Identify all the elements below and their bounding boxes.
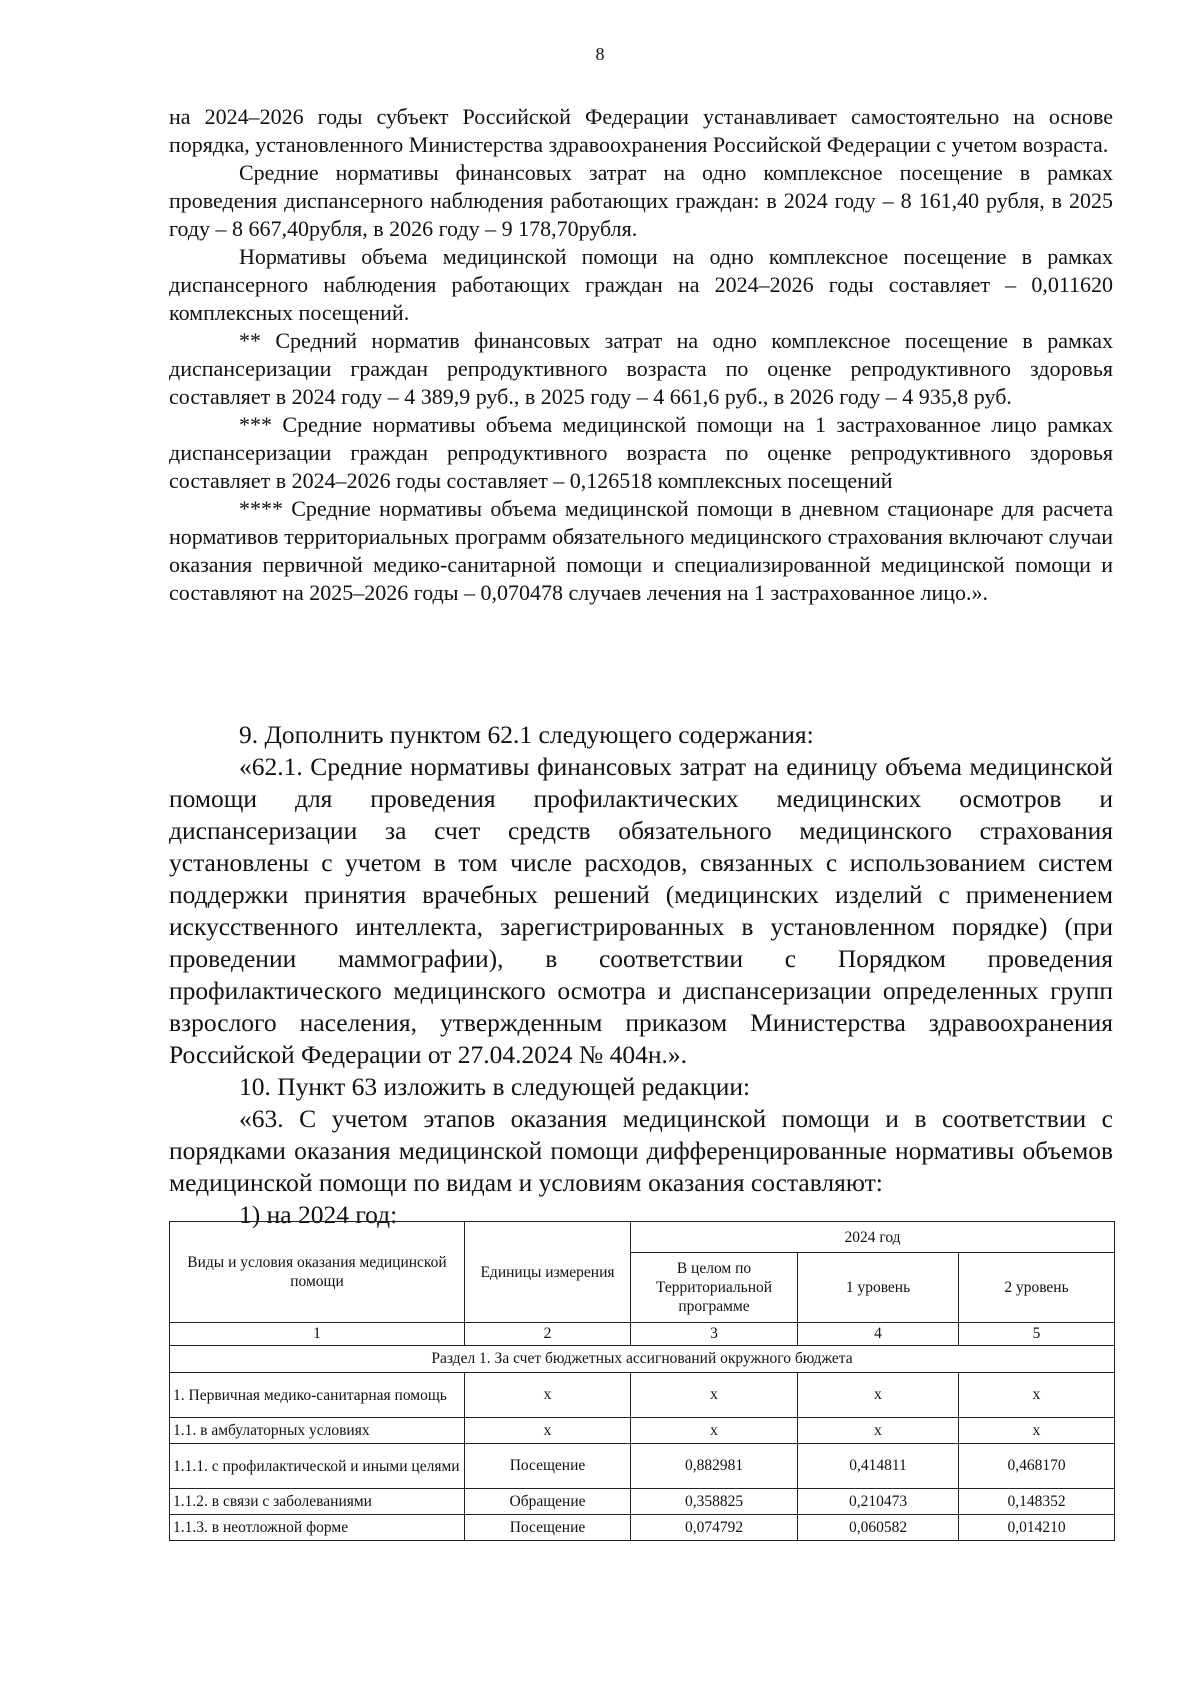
row-level1: 0,060582 xyxy=(798,1515,959,1541)
row-level2: х xyxy=(959,1373,1115,1418)
row-unit: Обращение xyxy=(465,1489,631,1515)
footnote-quadruple-star: **** Средние нормативы объема медицинской помощи в дневном стационаре для расчета нормативов территориальных программ обязательного медицинского страхования включают случаи оказания первичной медико-санитарной помощи и специализированной медицинской помощи и составляют на 2025–2026 годы – 0,070478 случаев лечения на 1 застрахованное лицо.». xyxy=(169,496,1113,605)
row-total: х xyxy=(631,1373,798,1418)
table-row xyxy=(170,1489,1115,1515)
footnote-triple-star: *** Средние нормативы объема медицинской помощи на 1 застрахованное лицо рамках диспансеризации граждан репродуктивного возраста по оценке репродуктивного здоровья составляет в 2024–2026 годы составляет – 0,126518 комплексных посещений xyxy=(169,412,1113,493)
paragraph-volume-norms: Нормативы объема медицинской помощи на одно комплексное посещение в рамках диспансерного наблюдения работающих граждан на 2024–2026 годы составляет – 0,011620 комплексных посещений. xyxy=(169,244,1113,325)
page-number: 8 xyxy=(595,44,605,64)
section-title: Раздел 1. За счет бюджетных ассигнований окружного бюджета xyxy=(170,1346,1115,1373)
paragraph-63: «63. С учетом этапов оказания медицинской помощи и в соответствии с порядками оказания медицинской помощи дифференцированные нормативы объемов медицинской помощи по видам и условиям оказания составляют: xyxy=(169,1104,1113,1197)
paragraph-62-1: «62.1. Средние нормативы финансовых затрат на единицу объема медицинской помощи для проведения профилактических медицинских осмотров и диспансеризации за счет средств обязательного медицинского страхования установлены с учетом в том числе расходов, связанных с использованием систем поддержки принятия врачебных решений (медицинских изделий с применением искусственного интеллекта, зарегистрированных в установленном порядке) (при проведении маммографии), в соответствии с Порядком проведения профилактического медицинского осмотра и диспансеризации определенных групп взрослого населения, утвержденным приказом Министерства здравоохранения Российской Федерации от 27.04.2024 № 404н.». xyxy=(169,752,1113,1069)
header-year: 2024 год xyxy=(631,1222,1115,1253)
row-unit: Посещение xyxy=(465,1515,631,1541)
row-level1: 0,210473 xyxy=(798,1489,959,1515)
table-row xyxy=(170,1373,1115,1418)
column-number: 4 xyxy=(798,1323,959,1346)
row-total: 0,358825 xyxy=(631,1489,798,1515)
row-name: 1. Первичная медико-санитарная помощь xyxy=(170,1373,465,1418)
row-name: 1.1.1. с профилактической и иными целями xyxy=(170,1444,465,1489)
norms-table xyxy=(169,1221,1115,1541)
paragraph-item-9: 9. Дополнить пунктом 62.1 следующего содержания: xyxy=(239,720,814,749)
row-total: 0,074792 xyxy=(631,1515,798,1541)
row-level1: х xyxy=(798,1373,959,1418)
header-kind: Виды и условия оказания медицинской помощи xyxy=(170,1222,465,1323)
footnote-double-star: ** Средний норматив финансовых затрат на одно комплексное посещение в рамках диспансеризации граждан репродуктивного возраста по оценке репродуктивного здоровья составляет в 2024 году – 4 389,9 руб., в 2025 году – 4 661,6 руб., в 2026 году – 4 935,8 руб. xyxy=(169,328,1113,409)
row-level2: х xyxy=(959,1418,1115,1444)
row-unit: х xyxy=(465,1418,631,1444)
column-number-row xyxy=(170,1323,1115,1346)
column-number: 5 xyxy=(959,1323,1115,1346)
row-level2: 0,468170 xyxy=(959,1444,1115,1489)
header-level1: 1 уровень xyxy=(798,1253,959,1323)
row-name: 1.1.3. в неотложной форме xyxy=(170,1515,465,1541)
footnotes-block xyxy=(169,103,1113,607)
header-unit: Единицы измерения xyxy=(465,1222,631,1323)
paragraph-financial-norms: Средние нормативы финансовых затрат на одно комплексное посещение в рамках проведения диспансерного наблюдения работающих граждан: в 2024 году – 8 161,40 рубля, в 2025 году – 8 667,40рубля, в 2026 году – 9 178,70рубля. xyxy=(169,160,1113,241)
row-name: 1.1. в амбулаторных условиях xyxy=(170,1418,465,1444)
paragraph-item-10: 10. Пункт 63 изложить в следующей редакции: xyxy=(239,1072,751,1101)
column-number: 3 xyxy=(631,1323,798,1346)
header-level2: 2 уровень xyxy=(959,1253,1115,1323)
table-row xyxy=(170,1444,1115,1489)
row-level1: 0,414811 xyxy=(798,1444,959,1489)
row-total: х xyxy=(631,1418,798,1444)
row-level2: 0,014210 xyxy=(959,1515,1115,1541)
row-name: 1.1.2. в связи с заболеваниями xyxy=(170,1489,465,1515)
column-number: 1 xyxy=(170,1323,465,1346)
paragraph-continuation: на 2024–2026 годы субъект Российской Федерации устанавливает самостоятельно на основе порядка, установленного Министерства здравоохранения Российской Федерации с учетом возраста. xyxy=(169,104,1113,157)
row-unit: х xyxy=(465,1373,631,1418)
header-total: В целом по Территориальной программе xyxy=(631,1253,798,1323)
row-unit: Посещение xyxy=(465,1444,631,1489)
column-number: 2 xyxy=(465,1323,631,1346)
row-level1: х xyxy=(798,1418,959,1444)
table-row xyxy=(170,1515,1115,1541)
table-row xyxy=(170,1418,1115,1444)
amendments-block xyxy=(169,719,1113,1231)
paragraph-year-2024: 1) на 2024 год: xyxy=(239,1200,398,1229)
row-level2: 0,148352 xyxy=(959,1489,1115,1515)
row-total: 0,882981 xyxy=(631,1444,798,1489)
